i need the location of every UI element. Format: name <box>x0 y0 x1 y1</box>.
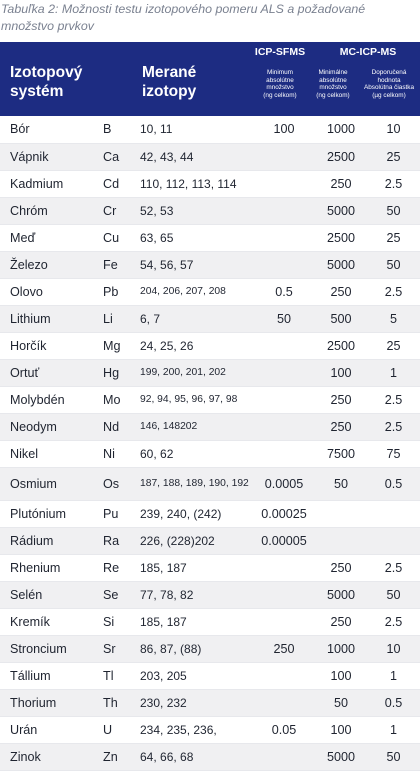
sub-line: (µg celkom) <box>372 91 406 99</box>
sub-line: hodnota <box>377 76 401 84</box>
cell-icp-sfms-min <box>253 581 315 608</box>
cell-mc-icp-ms-recommended: 75 <box>367 440 420 467</box>
cell-icp-sfms-min <box>253 743 315 770</box>
cell-mc-icp-ms-recommended: 50 <box>367 251 420 278</box>
cell-isotopes: 54, 56, 57 <box>140 251 253 278</box>
sub-line: (ng celkom) <box>263 91 297 99</box>
cell-symbol: Zn <box>103 743 140 770</box>
cell-icp-sfms-min <box>253 386 315 413</box>
cell-system: Rhenium <box>0 554 103 581</box>
cell-symbol: Cu <box>103 224 140 251</box>
cell-symbol: Ni <box>103 440 140 467</box>
cell-system: Selén <box>0 581 103 608</box>
caption-line-2: množstvo prvkov <box>1 19 94 33</box>
cell-icp-sfms-min <box>253 197 315 224</box>
cell-icp-sfms-min <box>253 689 315 716</box>
cell-isotopes: 24, 25, 26 <box>140 332 253 359</box>
sub-line: Absolútna čiastka <box>363 84 415 92</box>
cell-icp-sfms-min <box>253 170 315 197</box>
cell-mc-icp-ms-min: 250 <box>315 554 367 581</box>
cell-symbol: Li <box>103 305 140 332</box>
cell-symbol: Mg <box>103 332 140 359</box>
cell-mc-icp-ms-min <box>315 500 367 527</box>
cell-mc-icp-ms-min: 5000 <box>315 581 367 608</box>
cell-mc-icp-ms-min: 1000 <box>315 116 367 143</box>
cell-symbol: Mo <box>103 386 140 413</box>
cell-symbol: Os <box>103 467 140 500</box>
cell-isotopes: 226, (228)202 <box>140 527 253 554</box>
cell-mc-icp-ms-min: 500 <box>315 305 367 332</box>
cell-isotopes: 203, 205 <box>140 662 253 689</box>
sub-line: Minimálne <box>318 69 348 76</box>
cell-system: Kadmium <box>0 170 103 197</box>
table-row <box>0 608 420 635</box>
header-isotopes-line-2: izotopy <box>142 83 197 100</box>
header-system-line-2: systém <box>10 83 64 100</box>
cell-mc-icp-ms-recommended: 2.5 <box>367 278 420 305</box>
table-row <box>0 251 420 278</box>
cell-mc-icp-ms-min: 100 <box>315 662 367 689</box>
cell-mc-icp-ms-min: 5000 <box>315 197 367 224</box>
table-row <box>0 527 420 554</box>
cell-mc-icp-ms-recommended: 1 <box>367 716 420 743</box>
cell-isotopes: 187, 188, 189, 190, 192 <box>140 467 253 500</box>
cell-symbol: Cr <box>103 197 140 224</box>
cell-mc-icp-ms-recommended: 2.5 <box>367 608 420 635</box>
cell-system: Urán <box>0 716 103 743</box>
cell-system: Stroncium <box>0 635 103 662</box>
cell-mc-icp-ms-min: 50 <box>315 467 367 500</box>
cell-symbol: Cd <box>103 170 140 197</box>
table-row <box>0 170 420 197</box>
cell-system: Osmium <box>0 467 103 500</box>
table-row <box>0 581 420 608</box>
caption-line-1: Tabuľka 2: Možnosti testu izotopového pomeru ALS a požadované <box>1 2 366 16</box>
cell-system: Zinok <box>0 743 103 770</box>
cell-mc-icp-ms-recommended: 50 <box>367 581 420 608</box>
cell-isotopes: 60, 62 <box>140 440 253 467</box>
sub-line: Doporučená <box>371 69 407 76</box>
cell-symbol: Tl <box>103 662 140 689</box>
header-isotopes <box>142 63 196 101</box>
cell-symbol: Ca <box>103 143 140 170</box>
cell-icp-sfms-min: 0.05 <box>253 716 315 743</box>
cell-icp-sfms-min <box>253 143 315 170</box>
cell-mc-icp-ms-recommended: 10 <box>367 116 420 143</box>
sub-line: absolútne <box>319 76 347 84</box>
cell-icp-sfms-min <box>253 251 315 278</box>
sub-line: (ng celkom) <box>316 91 350 99</box>
cell-mc-icp-ms-recommended <box>367 500 420 527</box>
cell-mc-icp-ms-min: 250 <box>315 386 367 413</box>
cell-isotopes: 234, 235, 236, <box>140 716 253 743</box>
cell-icp-sfms-min: 250 <box>253 635 315 662</box>
cell-isotopes: 239, 240, (242) <box>140 500 253 527</box>
cell-symbol: Hg <box>103 359 140 386</box>
cell-mc-icp-ms-recommended: 25 <box>367 224 420 251</box>
cell-system: Rádium <box>0 527 103 554</box>
header-sub-icp-sfms <box>250 69 310 99</box>
header-group-icp-sfms: ICP-SFMS <box>254 46 306 58</box>
table-row <box>0 224 420 251</box>
sub-line: Minimum <box>267 69 293 76</box>
cell-isotopes: 42, 43, 44 <box>140 143 253 170</box>
table-row <box>0 386 420 413</box>
cell-mc-icp-ms-min: 100 <box>315 359 367 386</box>
cell-icp-sfms-min <box>253 554 315 581</box>
cell-symbol: Pu <box>103 500 140 527</box>
cell-system: Kremík <box>0 608 103 635</box>
table-row <box>0 500 420 527</box>
cell-mc-icp-ms-recommended <box>367 527 420 554</box>
cell-icp-sfms-min: 50 <box>253 305 315 332</box>
cell-mc-icp-ms-recommended: 2.5 <box>367 554 420 581</box>
cell-mc-icp-ms-recommended: 25 <box>367 143 420 170</box>
cell-system: Neodym <box>0 413 103 440</box>
cell-symbol: Si <box>103 608 140 635</box>
cell-isotopes: 199, 200, 201, 202 <box>140 359 253 386</box>
cell-isotopes: 63, 65 <box>140 224 253 251</box>
cell-isotopes: 52, 53 <box>140 197 253 224</box>
cell-mc-icp-ms-min: 100 <box>315 716 367 743</box>
cell-isotopes: 10, 11 <box>140 116 253 143</box>
cell-symbol: Se <box>103 581 140 608</box>
cell-icp-sfms-min <box>253 440 315 467</box>
cell-icp-sfms-min: 0.0005 <box>253 467 315 500</box>
header-sub-mc-min <box>304 69 362 99</box>
cell-icp-sfms-min <box>253 413 315 440</box>
cell-mc-icp-ms-recommended: 0.5 <box>367 467 420 500</box>
cell-mc-icp-ms-recommended: 2.5 <box>367 413 420 440</box>
cell-icp-sfms-min: 100 <box>253 116 315 143</box>
cell-isotopes: 185, 187 <box>140 608 253 635</box>
cell-symbol: Ra <box>103 527 140 554</box>
cell-system: Nikel <box>0 440 103 467</box>
table-row <box>0 662 420 689</box>
cell-isotopes: 64, 66, 68 <box>140 743 253 770</box>
table-row <box>0 197 420 224</box>
table-row <box>0 440 420 467</box>
cell-symbol: U <box>103 716 140 743</box>
table-row <box>0 467 420 500</box>
table-caption <box>0 0 420 42</box>
table-row <box>0 143 420 170</box>
cell-isotopes: 110, 112, 113, 114 <box>140 170 253 197</box>
cell-mc-icp-ms-recommended: 25 <box>367 332 420 359</box>
cell-system: Vápnik <box>0 143 103 170</box>
table-row <box>0 359 420 386</box>
cell-system: Bór <box>0 116 103 143</box>
cell-isotopes: 146, 148202 <box>140 413 253 440</box>
cell-mc-icp-ms-min: 1000 <box>315 635 367 662</box>
table-row <box>0 413 420 440</box>
cell-isotopes: 77, 78, 82 <box>140 581 253 608</box>
cell-mc-icp-ms-min: 250 <box>315 278 367 305</box>
cell-mc-icp-ms-min: 7500 <box>315 440 367 467</box>
header-sub-mc-rec <box>358 69 420 99</box>
table-row <box>0 332 420 359</box>
cell-mc-icp-ms-recommended: 2.5 <box>367 170 420 197</box>
cell-icp-sfms-min: 0.00025 <box>253 500 315 527</box>
cell-symbol: Fe <box>103 251 140 278</box>
cell-mc-icp-ms-min: 5000 <box>315 743 367 770</box>
cell-mc-icp-ms-min: 5000 <box>315 251 367 278</box>
header-system <box>10 63 82 101</box>
cell-system: Molybdén <box>0 386 103 413</box>
cell-icp-sfms-min <box>253 662 315 689</box>
cell-system: Meď <box>0 224 103 251</box>
cell-mc-icp-ms-min: 2500 <box>315 332 367 359</box>
table-row <box>0 116 420 143</box>
cell-mc-icp-ms-min: 50 <box>315 689 367 716</box>
isotope-table <box>0 116 420 771</box>
cell-system: Plutónium <box>0 500 103 527</box>
cell-isotopes: 230, 232 <box>140 689 253 716</box>
cell-symbol: Nd <box>103 413 140 440</box>
table-row <box>0 635 420 662</box>
cell-mc-icp-ms-recommended: 1 <box>367 359 420 386</box>
header-isotopes-line-1: Merané <box>142 64 197 81</box>
cell-mc-icp-ms-min: 2500 <box>315 143 367 170</box>
cell-icp-sfms-min: 0.00005 <box>253 527 315 554</box>
cell-mc-icp-ms-min <box>315 527 367 554</box>
isotope-table-body <box>0 116 420 770</box>
table-header <box>0 42 420 116</box>
table-row <box>0 743 420 770</box>
cell-mc-icp-ms-min: 250 <box>315 413 367 440</box>
cell-system: Horčík <box>0 332 103 359</box>
cell-system: Olovo <box>0 278 103 305</box>
cell-mc-icp-ms-recommended: 50 <box>367 743 420 770</box>
cell-isotopes: 185, 187 <box>140 554 253 581</box>
table-row <box>0 278 420 305</box>
cell-system: Chróm <box>0 197 103 224</box>
sub-line: množstvo <box>319 84 347 92</box>
cell-mc-icp-ms-min: 2500 <box>315 224 367 251</box>
cell-system: Železo <box>0 251 103 278</box>
cell-mc-icp-ms-recommended: 10 <box>367 635 420 662</box>
cell-mc-icp-ms-recommended: 2.5 <box>367 386 420 413</box>
sub-line: množstvo <box>266 84 294 92</box>
cell-isotopes: 92, 94, 95, 96, 97, 98 <box>140 386 253 413</box>
header-system-line-1: Izotopový <box>10 64 83 81</box>
cell-mc-icp-ms-min: 250 <box>315 170 367 197</box>
cell-isotopes: 86, 87, (88) <box>140 635 253 662</box>
cell-mc-icp-ms-recommended: 0.5 <box>367 689 420 716</box>
header-group-mc-icp-ms: MC-ICP-MS <box>339 46 397 58</box>
cell-icp-sfms-min: 0.5 <box>253 278 315 305</box>
cell-icp-sfms-min <box>253 332 315 359</box>
cell-symbol: Re <box>103 554 140 581</box>
cell-system: Lithium <box>0 305 103 332</box>
table-row <box>0 305 420 332</box>
cell-isotopes: 6, 7 <box>140 305 253 332</box>
cell-mc-icp-ms-recommended: 5 <box>367 305 420 332</box>
cell-symbol: B <box>103 116 140 143</box>
cell-symbol: Sr <box>103 635 140 662</box>
cell-symbol: Pb <box>103 278 140 305</box>
table-row <box>0 689 420 716</box>
cell-system: Ortuť <box>0 359 103 386</box>
cell-icp-sfms-min <box>253 224 315 251</box>
table-row <box>0 554 420 581</box>
table-row <box>0 716 420 743</box>
cell-isotopes: 204, 206, 207, 208 <box>140 278 253 305</box>
cell-system: Tállium <box>0 662 103 689</box>
cell-mc-icp-ms-min: 250 <box>315 608 367 635</box>
cell-mc-icp-ms-recommended: 1 <box>367 662 420 689</box>
cell-symbol: Th <box>103 689 140 716</box>
sub-line: absolútne <box>266 76 294 84</box>
cell-icp-sfms-min <box>253 608 315 635</box>
cell-mc-icp-ms-recommended: 50 <box>367 197 420 224</box>
cell-system: Thorium <box>0 689 103 716</box>
cell-icp-sfms-min <box>253 359 315 386</box>
